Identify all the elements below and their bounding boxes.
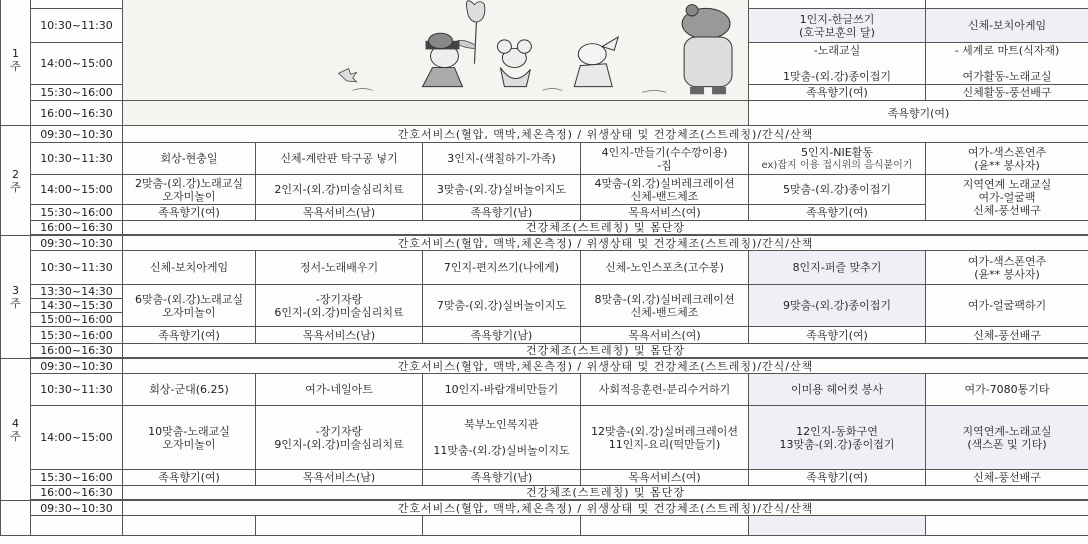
schedule-cell: 지역연계-노래교실 (색스폰 및 기타) (926, 406, 1088, 470)
week-label: 2 주 (1, 126, 31, 236)
banner-cell: 간호서비스(혈압, 맥박,체온측정) / 위생상태 및 건강체조(스트레칭)/간식/산책 (123, 236, 1088, 251)
schedule-cell: 족욕향기(남) (423, 205, 581, 221)
schedule-cell (749, 143, 926, 175)
schedule-cell: 신체-계란판 탁구공 넣기 (256, 143, 423, 175)
time-cell: 10:30~11:30 (31, 374, 123, 406)
week2-row-1600 (1, 221, 1088, 235)
schedule-cell: 회상-군대(6.25) (123, 374, 256, 406)
time-cell: 14:30~15:30 (31, 299, 123, 313)
banner-cell: 간호서비스(혈압, 맥박,체온측정) / 위생상태 및 건강체조(스트레칭)/간식/산책 (123, 501, 1088, 516)
week3-row-1030 (1, 251, 1088, 285)
time-cell: 14:00~15:00 (31, 175, 123, 205)
schedule-cell: 10맞춤-노래교실 오자미놀이 (123, 406, 256, 470)
schedule-cell: 목욕서비스(여) (581, 205, 749, 221)
time-cell: 16:00~16:30 (31, 221, 123, 235)
schedule-cell: 지역연계 노래교실 여가-얼굴팩 신체-풍선배구 (926, 175, 1088, 221)
schedule-cell: 10인지-바람개비만들기 (423, 374, 581, 406)
time-cell: 16:00~16:30 (31, 344, 123, 358)
schedule-cell: 족욕향기(여) (123, 327, 256, 344)
schedule-cell: 2인지-(외.강)미술심리치료 (256, 175, 423, 205)
week-label (1, 501, 31, 536)
schedule-cell: 족욕향기(남) (423, 327, 581, 344)
week4-row-1530 (1, 470, 1088, 486)
footer-banner-cell: 건강체조(스트레칭) 및 몸단장 (123, 221, 1088, 235)
schedule-cell: 3맞춤-(외.강)실버놀이지도 (423, 175, 581, 205)
schedule-cell (749, 516, 926, 536)
activity-note: ex)잡지 이용 접시위의 음식붙이기 (761, 159, 913, 171)
schedule-cell (926, 0, 1088, 9)
activity-text: 5인지-NIE활동 (801, 145, 873, 159)
schedule-cell: 6맞춤-(외.강)노래교실 오자미놀이 (123, 285, 256, 327)
schedule-cell (423, 516, 581, 536)
week-label: 3 주 (1, 236, 31, 359)
schedule-cell: 4인지-만들기(수수깡이용) -집 (581, 143, 749, 175)
schedule-cell: 족욕향기(여) (123, 205, 256, 221)
schedule-cell: 신체-노인스포츠(고수봉) (581, 251, 749, 285)
schedule-cell: 목욕서비스(남) (256, 327, 423, 344)
week2-row-0930 (1, 126, 1088, 143)
time-cell: 15:30~16:00 (31, 327, 123, 344)
schedule-cell: 정서-노래배우기 (256, 251, 423, 285)
banner-cell: 간호서비스(혈압, 맥박,체온측정) / 위생상태 및 건강체조(스트레칭)/간식/산책 (123, 126, 1088, 143)
time-cell: 09:30~10:30 (31, 236, 123, 251)
schedule-cell: 여가-네일아트 (256, 374, 423, 406)
schedule-cell: 목욕서비스(남) (256, 205, 423, 221)
schedule-cell: 신체-풍선배구 (926, 470, 1088, 486)
time-cell (31, 516, 123, 536)
schedule-cell (926, 516, 1088, 536)
time-cell: 10:30~11:30 (31, 251, 123, 285)
schedule-cell: 사회적응훈련-분리수거하기 (581, 374, 749, 406)
schedule-cell: 1인지-한글쓰기 (호국보훈의 달) (749, 9, 926, 43)
week1-row-1600 (1, 101, 1088, 126)
week5-row-0930 (1, 501, 1088, 516)
schedule-cell: 8맞춤-(외.강)실버레크레이션 신체-밴드체조 (581, 285, 749, 327)
schedule-cell: 여가-색스폰연주 (윤** 봉사자) (926, 251, 1088, 285)
banner-cell: 간호서비스(혈압, 맥박,체온측정) / 위생상태 및 건강체조(스트레칭)/간식/산책 (123, 359, 1088, 374)
time-cell: 14:00~15:00 (31, 406, 123, 470)
schedule-cell: 신체-보치아게임 (123, 251, 256, 285)
week3-row-1330 (1, 285, 1088, 299)
week2-row-1530 (1, 205, 1088, 221)
schedule-cell: 7맞춤-(외.강)실버놀이지도 (423, 285, 581, 327)
schedule-cell: 2맞춤-(외.강)노래교실 오자미놀이 (123, 175, 256, 205)
schedule-cell: 7인지-편지쓰기(나에게) (423, 251, 581, 285)
footer-banner-cell: 건강체조(스트레칭) 및 몸단장 (123, 486, 1088, 500)
week3-row-1530 (1, 327, 1088, 344)
week5-row-1030 (1, 516, 1088, 536)
schedule-cell: 족욕향기(여) (749, 470, 926, 486)
schedule-cell: 여가-얼굴팩하기 (926, 285, 1088, 327)
time-cell: 15:30~16:00 (31, 85, 123, 101)
schedule-cell: 9맞춤-(외.강)종이접기 (749, 285, 926, 327)
schedule-cell: 4맞춤-(외.강)실버레크레이션 신체-밴드체조 (581, 175, 749, 205)
schedule-cell: 족욕향기(여) (749, 205, 926, 221)
schedule-cell: 여가-색스폰연주 (윤** 봉사자) (926, 143, 1088, 175)
schedule-cell: 목욕서비스(여) (581, 470, 749, 486)
footer-banner-cell: 건강체조(스트레칭) 및 몸단장 (123, 344, 1088, 358)
schedule-cell (123, 516, 256, 536)
time-cell: 09:30~10:30 (31, 501, 123, 516)
time-cell: 10:30~11:30 (31, 143, 123, 175)
schedule-cell: 3인지-(색칠하기-가족) (423, 143, 581, 175)
time-cell: 14:00~15:00 (31, 43, 123, 85)
week4-row-1030 (1, 374, 1088, 406)
schedule-cell: 족욕향기(여) (749, 327, 926, 344)
schedule-cell: 회상-현충일 (123, 143, 256, 175)
schedule-cell: 목욕서비스(남) (256, 470, 423, 486)
time-cell: 10:30~11:30 (31, 9, 123, 43)
time-cell: 16:00~16:30 (31, 101, 123, 126)
illustration-cell (123, 0, 749, 101)
schedule-cell: 이미용 헤어컷 봉사 (749, 374, 926, 406)
time-cell: 15:30~16:00 (31, 470, 123, 486)
week-label: 1 주 (1, 0, 31, 126)
week4-row-1600 (1, 486, 1088, 500)
animal-parade-illustration (123, 0, 748, 100)
schedule-cell: 목욕서비스(여) (581, 327, 749, 344)
time-cell: 15:00~16:00 (31, 313, 123, 327)
week-label: 4 주 (1, 359, 31, 501)
schedule-cell: -노래교실 1맞춤-(외.강)종이접기 (749, 43, 926, 85)
time-cell: 09:30~10:30 (31, 359, 123, 374)
schedule-cell: 8인지-퍼즐 맞추기 (749, 251, 926, 285)
time-cell: 15:30~16:00 (31, 205, 123, 221)
schedule-cell: 족욕향기(여) (749, 85, 926, 101)
week2-row-1400 (1, 175, 1088, 205)
schedule-cell: -장기자랑 9인지-(외.강)미술심리치료 (256, 406, 423, 470)
schedule-cell: 족욕향기(여) (749, 101, 1088, 126)
schedule-cell: - 세계로 마트(식자재) 여가활동-노래교실 (926, 43, 1088, 85)
week4-row-0930 (1, 359, 1088, 374)
schedule-cell (256, 516, 423, 536)
schedule-cell: 북부노인복지관 11맞춤-(외.강)실버놀이지도 (423, 406, 581, 470)
time-cell: 09:30~10:30 (31, 126, 123, 143)
schedule-cell: 신체-풍선배구 (926, 327, 1088, 344)
schedule-cell: 족욕향기(여) (123, 470, 256, 486)
time-cell: 13:30~14:30 (31, 285, 123, 299)
schedule-cell (749, 0, 926, 9)
week2-row-1030 (1, 143, 1088, 175)
schedule-cell (581, 516, 749, 536)
schedule-cell: 12맞춤-(외.강)실버레크레이션 11인지-요리(떡만들기) (581, 406, 749, 470)
week4-row-1400 (1, 406, 1088, 470)
schedule-cell: 여가-7080통기타 (926, 374, 1088, 406)
schedule-cell: 족욕향기(남) (423, 470, 581, 486)
week1-row-top (1, 0, 1088, 9)
empty-cell (123, 101, 749, 126)
week3-row-1600 (1, 344, 1088, 358)
schedule-cell: 12인지-동화구연 13맞춤-(외.강)종이접기 (749, 406, 926, 470)
schedule-cell: 5맞춤-(외.강)종이접기 (749, 175, 926, 205)
schedule-cell: -장기자랑 6인지-(외.강)미술심리치료 (256, 285, 423, 327)
time-cell: 16:00~16:30 (31, 486, 123, 500)
week3-row-0930 (1, 236, 1088, 251)
schedule-cell: 신체활동-풍선배구 (926, 85, 1088, 101)
schedule-cell: 신체-보치아게임 (926, 9, 1088, 43)
time-cell (31, 0, 123, 9)
